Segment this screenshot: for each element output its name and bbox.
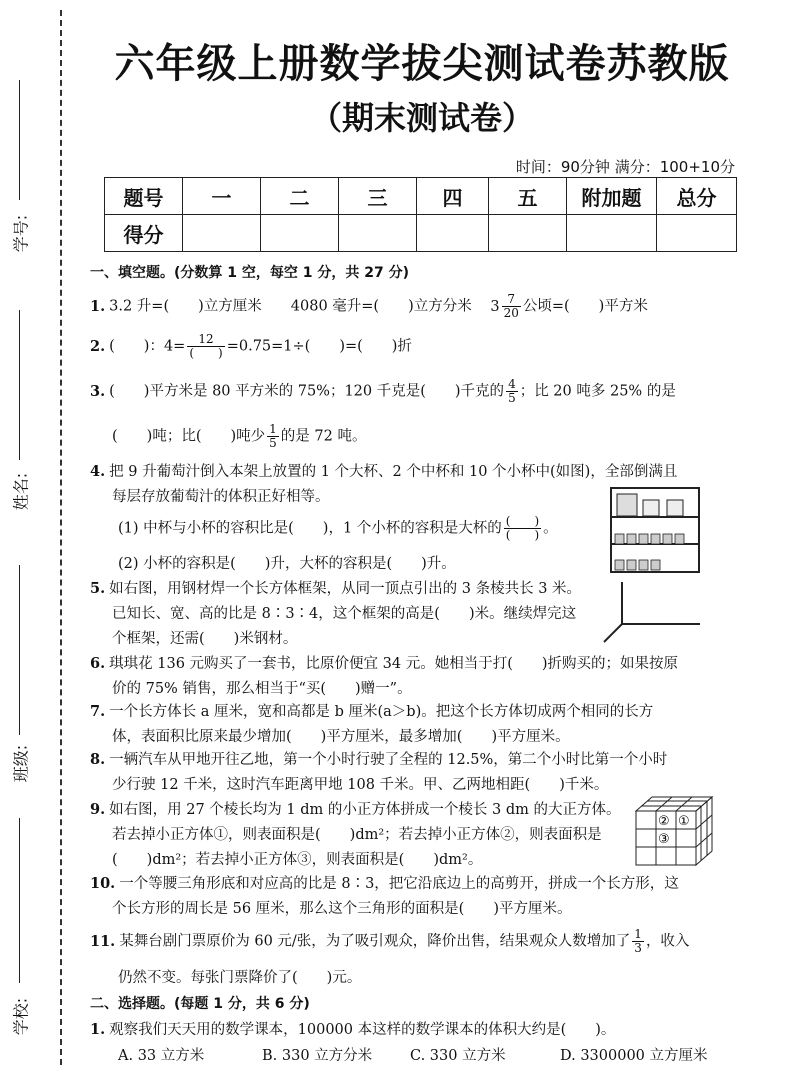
score-cell: 一	[183, 178, 261, 215]
fraction: $\frac{( )}{( )}$	[505, 514, 540, 543]
score-cell: 四	[417, 178, 489, 215]
fraction: $\frac{12}{( )}$	[189, 332, 223, 361]
score-cell: 五	[489, 178, 567, 215]
question-4: 4. 把 9 升葡萄汁倒入本架上放置的 1 个大杯、2 个中杯和 10 个小杯中(如图)，全部倒满且	[90, 463, 678, 480]
question-10: 10. 一个等腰三角形底和对应高的比是 8∶3，把它沿底边上的高剪开，拼成一个长方形，这	[90, 875, 679, 892]
student-id-line	[19, 80, 20, 200]
student-id-label: 学号:	[11, 214, 31, 253]
score-table	[104, 177, 737, 252]
question-2: 2. ( )：4= $\frac{12}{( )}$ =0.75=1÷( )=( )折	[90, 332, 412, 361]
section2-title: 二、选择题。(每题 1 分，共 6 分)	[90, 996, 310, 1012]
question-6-line2: 价的 75% 销售，那么相当于“买( )赠一”。	[112, 681, 412, 697]
page-title: 六年级上册数学拔尖测试卷苏教版	[114, 41, 730, 87]
fraction: $\frac{1}{3}$	[634, 927, 642, 956]
question-9-line3: ( )dm²；若去掉小正方体③，则表面积是( )dm²。	[112, 852, 483, 868]
cup-shelf-figure	[605, 482, 705, 577]
question-7-line2: 体，表面积比原来最少增加( )平方厘米，最多增加( )平方厘米。	[112, 729, 570, 745]
edge-corner-figure	[600, 578, 705, 646]
section1-title: 一、填空题。(分数算 1 空，每空 1 分，共 27 分)	[90, 265, 410, 281]
question-3-cont: ( )吨；比( )吨少 $\frac{1}{5}$ 的是 72 吨。	[112, 422, 367, 451]
choice-question-1: 1. 观察我们天天用的数学课本，100000 本这样的数学课本的体积大约是( )。	[90, 1021, 616, 1038]
question-8: 8. 一辆汽车从甲地开往乙地，第一个小时行驶了全程的 12.5%，第二个小时比第一个小时	[90, 751, 668, 768]
score-cell: 得分	[105, 215, 183, 252]
score-input-cell[interactable]	[183, 215, 261, 252]
score-input-cell[interactable]	[339, 215, 417, 252]
score-cell: 三	[339, 178, 417, 215]
school-label: 学校:	[11, 997, 31, 1036]
question-6: 6. 琪琪花 136 元购买了一套书，比原价便宜 34 元。她相当于打( )折购买的；如果按原	[90, 655, 679, 672]
cube-figure	[632, 795, 714, 867]
score-table-header-row	[105, 178, 737, 215]
question-1: 1. 3.2 升=( )立方厘米 4080 毫升=( )立方分米 3 $\frac{7}{20}$ 公顷=( )平方米	[90, 292, 648, 321]
question-9: 9. 如右图，用 27 个棱长均为 1 dm 的小正方体拼成一个棱长 3 dm 的大正方体。	[90, 801, 621, 818]
score-input-cell[interactable]	[417, 215, 489, 252]
cube-marker-3: ③	[658, 832, 670, 847]
score-cell: 附加题	[567, 178, 657, 215]
question-5: 5. 如右图，用钢材焊一个长方体框架，从同一顶点引出的 3 条棱共长 3 米。	[90, 580, 582, 597]
question-11: 11. 某舞台剧门票原价为 60 元/张，为了吸引观众，降价出售，结果观众人数增加了 $\frac{1}{3}$ ，收入	[90, 927, 690, 956]
option-a[interactable]: A. 33 立方米	[118, 1048, 205, 1064]
name-label: 姓名:	[11, 472, 31, 511]
score-cell: 题号	[105, 178, 183, 215]
score-table-score-row	[105, 215, 737, 252]
question-4-part2: (2) 小杯的容积是( )升，大杯的容积是( )升。	[118, 556, 456, 572]
name-line	[19, 310, 20, 460]
option-d[interactable]: D. 3300000 立方厘米	[560, 1048, 708, 1064]
score-input-cell[interactable]	[567, 215, 657, 252]
question-7: 7. 一个长方体长 a 厘米，宽和高都是 b 厘米(a＞b)。把这个长方体切成两个相同的长方	[90, 703, 654, 720]
fraction: $\frac{1}{5}$	[269, 422, 277, 451]
score-cell: 总分	[657, 178, 737, 215]
question-5-line2: 已知长、宽、高的比是 8∶3∶4，这个框架的高是( )米。继续焊完这	[112, 606, 577, 622]
binding-dashed-line	[60, 10, 62, 1065]
question-5-line3: 个框架，还需( )米钢材。	[112, 631, 298, 647]
question-4-line2: 每层存放葡萄汁的体积正好相等。	[112, 489, 330, 505]
score-input-cell[interactable]	[261, 215, 339, 252]
school-line	[19, 818, 20, 983]
score-input-cell[interactable]	[657, 215, 737, 252]
question-10-line2: 个长方形的周长是 56 厘米，那么这个三角形的面积是( )平方厘米。	[112, 901, 572, 917]
score-cell: 二	[261, 178, 339, 215]
option-b[interactable]: B. 330 立方分米	[262, 1048, 373, 1064]
question-11-line2: 仍然不变。每张门票降价了( )元。	[118, 970, 362, 986]
cube-marker-2: ②	[658, 814, 670, 829]
cube-marker-1: ①	[678, 814, 690, 829]
option-c[interactable]: C. 330 立方米	[410, 1048, 506, 1064]
page-subtitle: （期末测试卷）	[309, 99, 534, 137]
fraction: $\frac{4}{5}$	[508, 377, 516, 406]
question-8-line2: 少行驶 12 千米，这时汽车距离甲地 108 千米。甲、乙两地相距( )千米。	[112, 777, 609, 793]
question-9-line2: 若去掉小正方体①，则表面积是( )dm²；若去掉小正方体②，则表面积是	[112, 827, 602, 843]
class-line	[19, 565, 20, 735]
question-3: 3. ( )平方米是 80 平方米的 75%；120 千克是( )千克的 $\frac{4}{5}$ ；比 20 吨多 25% 的是	[90, 377, 676, 406]
score-input-cell[interactable]	[489, 215, 567, 252]
time-score-info: 时间：90分钟 满分：100+10分	[515, 158, 735, 176]
fraction: $\frac{7}{20}$	[503, 292, 519, 321]
class-label: 班级:	[11, 744, 31, 783]
question-4-part1: (1) 中杯与小杯的容积比是( )，1 个小杯的容积是大杯的 $\frac{( )}{( )}$ 。	[118, 514, 558, 543]
